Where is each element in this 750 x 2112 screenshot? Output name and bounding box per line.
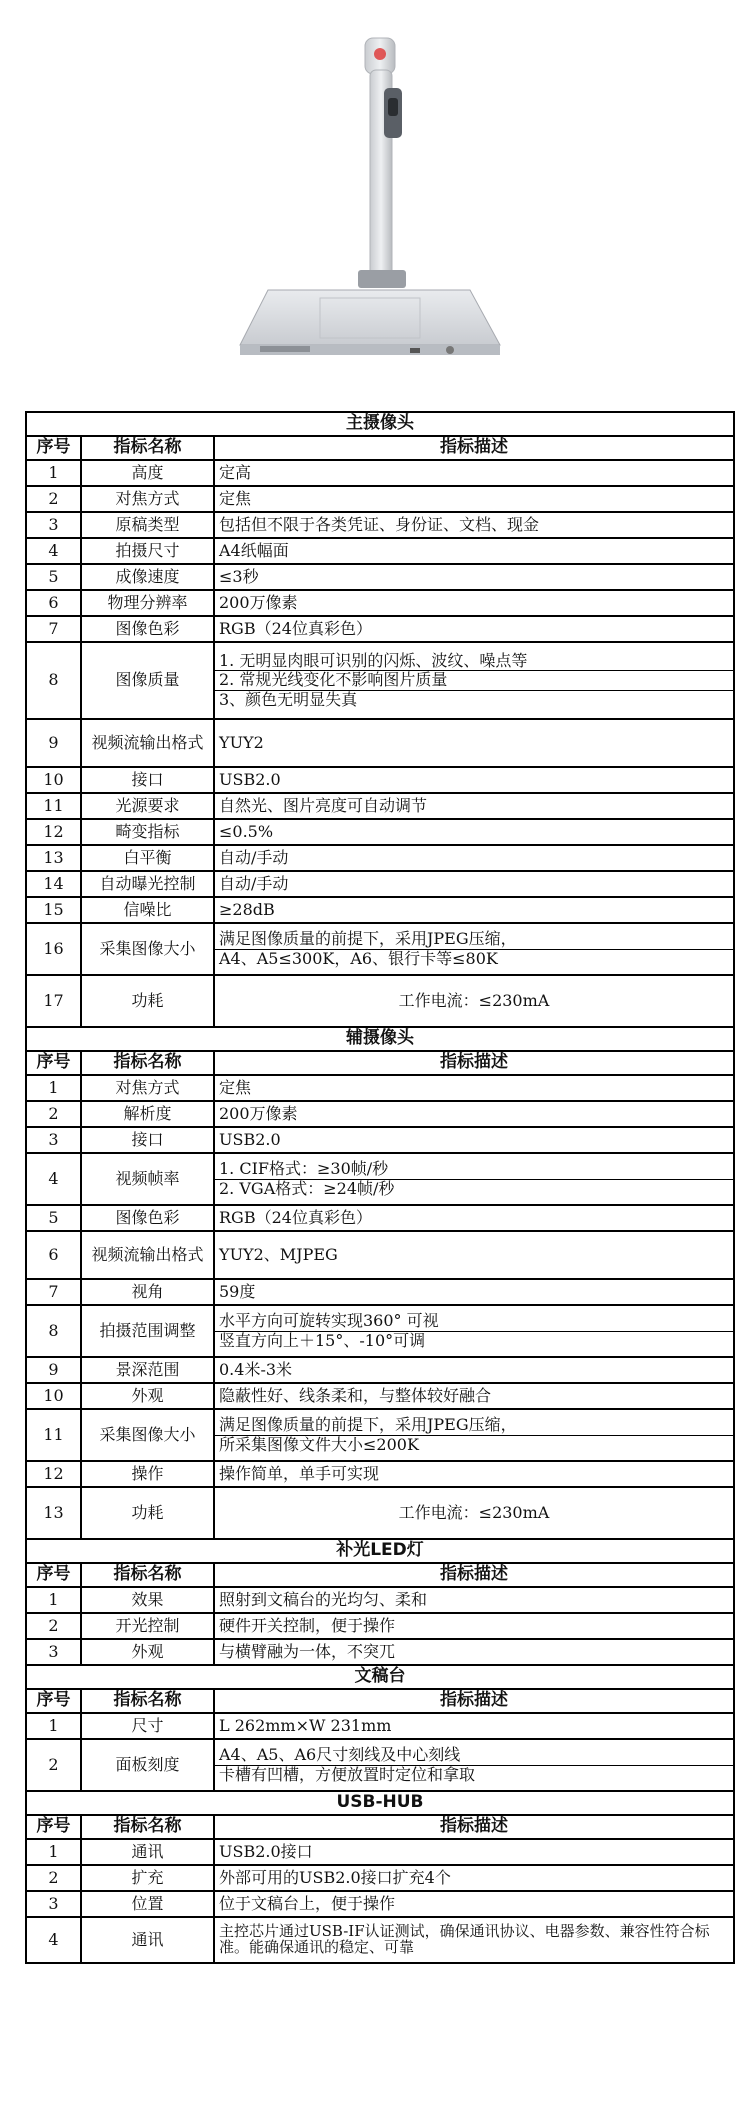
- indicator-name: 视角: [81, 1279, 214, 1305]
- section-title: 补光LED灯: [26, 1539, 734, 1563]
- table-row: [26, 616, 734, 642]
- indicator-description: [214, 1101, 734, 1127]
- table-row: [26, 1461, 734, 1487]
- column-header-desc: 指标描述: [214, 1563, 734, 1587]
- description-line: YUY2: [219, 732, 264, 752]
- indicator-name: 视频帧率: [81, 1153, 214, 1205]
- indicator-name: 视频流输出格式: [81, 1231, 214, 1279]
- column-header-desc: 指标描述: [214, 436, 734, 460]
- table-row: [26, 1101, 734, 1127]
- table-row: [26, 1205, 734, 1231]
- row-number: 1: [26, 460, 81, 486]
- indicator-description: [214, 590, 734, 616]
- spec-table-container: [25, 411, 733, 1964]
- spec-table: [25, 411, 735, 1964]
- indicator-name: 拍摄尺寸: [81, 538, 214, 564]
- row-number: 5: [26, 564, 81, 590]
- indicator-name: 图像色彩: [81, 1205, 214, 1231]
- indicator-name: 采集图像大小: [81, 1409, 214, 1461]
- column-header-no: 序号: [26, 1563, 81, 1587]
- indicator-description: [214, 767, 734, 793]
- description-line: 所采集图像文件大小≤200K: [219, 1434, 419, 1454]
- description-line: YUY2、MJPEG: [219, 1244, 338, 1264]
- description-line: 自动/手动: [219, 847, 289, 867]
- indicator-name: 信噪比: [81, 897, 214, 923]
- indicator-description: [214, 793, 734, 819]
- description-line: USB2.0接口: [219, 1841, 313, 1861]
- description-line: 硬件开关控制，便于操作: [219, 1615, 396, 1635]
- indicator-name: 拍摄范围调整: [81, 1305, 214, 1357]
- column-header-desc: 指标描述: [214, 1815, 734, 1839]
- table-row: [26, 1865, 734, 1891]
- description-line: 定高: [219, 462, 252, 482]
- indicator-description: [214, 1279, 734, 1305]
- indicator-name: 对焦方式: [81, 1075, 214, 1101]
- row-number: 13: [26, 845, 81, 871]
- indicator-description: [214, 1205, 734, 1231]
- column-header-row: [26, 436, 734, 460]
- description-line: 自然光、图片亮度可自动调节: [219, 795, 428, 815]
- description-line: L 262mm×W 231mm: [219, 1715, 392, 1735]
- row-number: 4: [26, 1917, 81, 1963]
- description-line: 照射到文稿台的光均匀、柔和: [219, 1589, 428, 1609]
- indicator-description: [214, 512, 734, 538]
- indicator-description: [214, 460, 734, 486]
- column-header-row: [26, 1051, 734, 1075]
- table-row: [26, 564, 734, 590]
- indicator-name: 尺寸: [81, 1713, 214, 1739]
- table-row: [26, 1153, 734, 1205]
- row-number: 3: [26, 1639, 81, 1665]
- description-line: 操作简单，单手可实现: [219, 1463, 380, 1483]
- row-number: 14: [26, 871, 81, 897]
- row-number: 10: [26, 767, 81, 793]
- indicator-name: 自动曝光控制: [81, 871, 214, 897]
- table-row: [26, 819, 734, 845]
- description-line: 1. CIF格式：≥30帧/秒: [215, 1160, 733, 1179]
- table-row: [26, 1891, 734, 1917]
- table-row: [26, 512, 734, 538]
- table-row: [26, 1409, 734, 1461]
- table-row: [26, 538, 734, 564]
- indicator-name: 光源要求: [81, 793, 214, 819]
- indicator-description: [214, 845, 734, 871]
- indicator-description: [214, 1231, 734, 1279]
- row-number: 3: [26, 512, 81, 538]
- table-row: [26, 897, 734, 923]
- indicator-name: 图像质量: [81, 642, 214, 719]
- table-row: [26, 719, 734, 767]
- table-row: [26, 642, 734, 719]
- section-title-row: [26, 1027, 734, 1051]
- section-title-row: [26, 1539, 734, 1563]
- indicator-description: [214, 1839, 734, 1865]
- table-row: [26, 1487, 734, 1539]
- indicator-name: 原稿类型: [81, 512, 214, 538]
- description-line: RGB（24位真彩色）: [219, 1207, 372, 1227]
- column-header-desc: 指标描述: [214, 1689, 734, 1713]
- section-title: USB-HUB: [26, 1791, 734, 1815]
- indicator-description: [214, 1383, 734, 1409]
- table-row: [26, 1839, 734, 1865]
- indicator-description: [214, 1865, 734, 1891]
- table-row: [26, 1587, 734, 1613]
- indicator-name: 接口: [81, 1127, 214, 1153]
- description-line: 0.4米-3米: [219, 1359, 293, 1379]
- row-number: 2: [26, 1613, 81, 1639]
- indicator-name: 开光控制: [81, 1613, 214, 1639]
- indicator-name: 物理分辨率: [81, 590, 214, 616]
- indicator-name: 对焦方式: [81, 486, 214, 512]
- column-header-no: 序号: [26, 1051, 81, 1075]
- indicator-name: 成像速度: [81, 564, 214, 590]
- row-number: 13: [26, 1487, 81, 1539]
- row-number: 12: [26, 1461, 81, 1487]
- row-number: 1: [26, 1075, 81, 1101]
- description-line: 59度: [219, 1281, 256, 1301]
- table-row: [26, 460, 734, 486]
- indicator-description: [214, 1639, 734, 1665]
- description-line: ≤0.5%: [219, 821, 274, 841]
- row-number: 3: [26, 1891, 81, 1917]
- description-line: USB2.0: [219, 1129, 281, 1149]
- row-number: 2: [26, 1865, 81, 1891]
- indicator-name: 解析度: [81, 1101, 214, 1127]
- indicator-description: [214, 1487, 734, 1539]
- indicator-description: [214, 486, 734, 512]
- description-line: 3、颜色无明显失真: [219, 689, 358, 709]
- indicator-description: [214, 719, 734, 767]
- indicator-description: [214, 1587, 734, 1613]
- row-number: 8: [26, 1305, 81, 1357]
- indicator-description: [214, 819, 734, 845]
- description-line: 外部可用的USB2.0接口扩充4个: [219, 1867, 451, 1887]
- description-line: RGB（24位真彩色）: [219, 618, 372, 638]
- table-row: [26, 1075, 734, 1101]
- table-row: [26, 793, 734, 819]
- section-title: 辅摄像头: [26, 1027, 734, 1051]
- indicator-description: [214, 1409, 734, 1461]
- row-number: 6: [26, 1231, 81, 1279]
- table-row: [26, 1357, 734, 1383]
- table-row: [26, 871, 734, 897]
- description-line: 1. 无明显肉眼可识别的闪烁、波纹、噪点等: [215, 652, 733, 671]
- description-line: ≤3秒: [219, 566, 259, 586]
- column-header-name: 指标名称: [81, 1689, 214, 1713]
- table-row: [26, 1127, 734, 1153]
- row-number: 2: [26, 1739, 81, 1791]
- indicator-description: [214, 1127, 734, 1153]
- description-line: 自动/手动: [219, 873, 289, 893]
- row-number: 2: [26, 1101, 81, 1127]
- indicator-name: 图像色彩: [81, 616, 214, 642]
- row-number: 9: [26, 1357, 81, 1383]
- indicator-name: 通讯: [81, 1917, 214, 1963]
- indicator-description: [214, 897, 734, 923]
- indicator-name: 视频流输出格式: [81, 719, 214, 767]
- indicator-name: 效果: [81, 1587, 214, 1613]
- row-number: 3: [26, 1127, 81, 1153]
- indicator-name: 功耗: [81, 1487, 214, 1539]
- indicator-description: [214, 1613, 734, 1639]
- indicator-name: 景深范围: [81, 1357, 214, 1383]
- table-row: [26, 845, 734, 871]
- indicator-name: 外观: [81, 1383, 214, 1409]
- description-line: 定焦: [219, 1077, 252, 1097]
- description-line: 位于文稿台上，便于操作: [219, 1893, 396, 1913]
- table-row: [26, 1639, 734, 1665]
- table-row: [26, 1231, 734, 1279]
- table-row: [26, 923, 734, 975]
- table-row: [26, 590, 734, 616]
- indicator-description: [214, 1305, 734, 1357]
- column-header-no: 序号: [26, 1815, 81, 1839]
- indicator-name: 白平衡: [81, 845, 214, 871]
- row-number: 10: [26, 1383, 81, 1409]
- product-photo: [0, 0, 750, 390]
- row-number: 7: [26, 1279, 81, 1305]
- indicator-description: [214, 975, 734, 1027]
- column-header-no: 序号: [26, 436, 81, 460]
- column-header-no: 序号: [26, 1689, 81, 1713]
- section-title-row: [26, 1791, 734, 1815]
- table-row: [26, 767, 734, 793]
- row-number: 8: [26, 642, 81, 719]
- description-line: 隐蔽性好、线条柔和，与整体较好融合: [219, 1385, 492, 1405]
- row-number: 17: [26, 975, 81, 1027]
- description-line: 满足图像质量的前提下，采用JPEG压缩，: [215, 1416, 733, 1435]
- row-number: 9: [26, 719, 81, 767]
- table-row: [26, 1739, 734, 1791]
- column-header-name: 指标名称: [81, 1051, 214, 1075]
- description-line: 竖直方向上＋15°、-10°可调: [219, 1330, 426, 1350]
- section-title-row: [26, 412, 734, 436]
- indicator-description: [214, 616, 734, 642]
- indicator-description: [214, 1891, 734, 1917]
- description-line: 定焦: [219, 488, 252, 508]
- row-number: 1: [26, 1713, 81, 1739]
- indicator-name: 功耗: [81, 975, 214, 1027]
- description-line: 主控芯片通过USB-IF认证测试，确保通讯协议、电器参数、兼容性符合标准。能确保通讯的稳定、可靠: [219, 1922, 710, 1956]
- indicator-description: [214, 1461, 734, 1487]
- column-header-desc: 指标描述: [214, 1051, 734, 1075]
- row-number: 4: [26, 1153, 81, 1205]
- description-line: ≥28dB: [219, 899, 275, 919]
- table-row: [26, 1917, 734, 1963]
- table-row: [26, 1305, 734, 1357]
- indicator-name: 畸变指标: [81, 819, 214, 845]
- table-row: [26, 1613, 734, 1639]
- indicator-name: 扩充: [81, 1865, 214, 1891]
- row-number: 6: [26, 590, 81, 616]
- indicator-description: [214, 1153, 734, 1205]
- row-number: 1: [26, 1587, 81, 1613]
- table-row: [26, 1279, 734, 1305]
- indicator-name: 位置: [81, 1891, 214, 1917]
- indicator-description: [214, 1357, 734, 1383]
- description-line: 满足图像质量的前提下，采用JPEG压缩，: [215, 930, 733, 949]
- indicator-name: 操作: [81, 1461, 214, 1487]
- indicator-name: 通讯: [81, 1839, 214, 1865]
- row-number: 4: [26, 538, 81, 564]
- description-line: A4纸幅面: [219, 540, 289, 560]
- row-number: 11: [26, 1409, 81, 1461]
- row-number: 11: [26, 793, 81, 819]
- indicator-description: [214, 1917, 734, 1963]
- row-number: 16: [26, 923, 81, 975]
- description-line: 2. VGA格式：≥24帧/秒: [219, 1178, 395, 1198]
- indicator-name: 接口: [81, 767, 214, 793]
- section-title: 文稿台: [26, 1665, 734, 1689]
- indicator-name: 采集图像大小: [81, 923, 214, 975]
- row-number: 15: [26, 897, 81, 923]
- column-header-name: 指标名称: [81, 436, 214, 460]
- description-line: 包括但不限于各类凭证、身份证、文档、现金: [219, 514, 540, 534]
- indicator-description: [214, 1739, 734, 1791]
- description-line: 200万像素: [219, 1103, 298, 1123]
- section-title-row: [26, 1665, 734, 1689]
- description-line: 工作电流：≤230mA: [398, 990, 550, 1010]
- indicator-description: [214, 564, 734, 590]
- row-number: 2: [26, 486, 81, 512]
- description-line: 200万像素: [219, 592, 298, 612]
- section-title: 主摄像头: [26, 412, 734, 436]
- description-line: A4、A5≤300K，A6、银行卡等≤80K: [219, 948, 498, 968]
- table-row: [26, 1383, 734, 1409]
- description-line: 工作电流：≤230mA: [398, 1502, 550, 1522]
- indicator-description: [214, 923, 734, 975]
- indicator-description: [214, 538, 734, 564]
- description-line: 与横臂融为一体，不突兀: [219, 1641, 396, 1661]
- row-number: 12: [26, 819, 81, 845]
- indicator-name: 外观: [81, 1639, 214, 1665]
- column-header-row: [26, 1689, 734, 1713]
- table-row: [26, 1713, 734, 1739]
- column-header-name: 指标名称: [81, 1563, 214, 1587]
- description-line: 2. 常规光线变化不影响图片质量: [215, 671, 733, 690]
- column-header-row: [26, 1563, 734, 1587]
- indicator-name: 面板刻度: [81, 1739, 214, 1791]
- indicator-description: [214, 1713, 734, 1739]
- description-line: USB2.0: [219, 769, 281, 789]
- table-row: [26, 975, 734, 1027]
- description-line: 水平方向可旋转实现360° 可视: [215, 1312, 733, 1331]
- table-row: [26, 486, 734, 512]
- column-header-row: [26, 1815, 734, 1839]
- description-line: 卡槽有凹槽，方便放置时定位和拿取: [219, 1764, 476, 1784]
- row-number: 1: [26, 1839, 81, 1865]
- column-header-name: 指标名称: [81, 1815, 214, 1839]
- indicator-description: [214, 1075, 734, 1101]
- description-line: A4、A5、A6尺寸刻线及中心刻线: [215, 1746, 733, 1765]
- indicator-name: 高度: [81, 460, 214, 486]
- row-number: 7: [26, 616, 81, 642]
- indicator-description: [214, 871, 734, 897]
- indicator-description: [214, 642, 734, 719]
- row-number: 5: [26, 1205, 81, 1231]
